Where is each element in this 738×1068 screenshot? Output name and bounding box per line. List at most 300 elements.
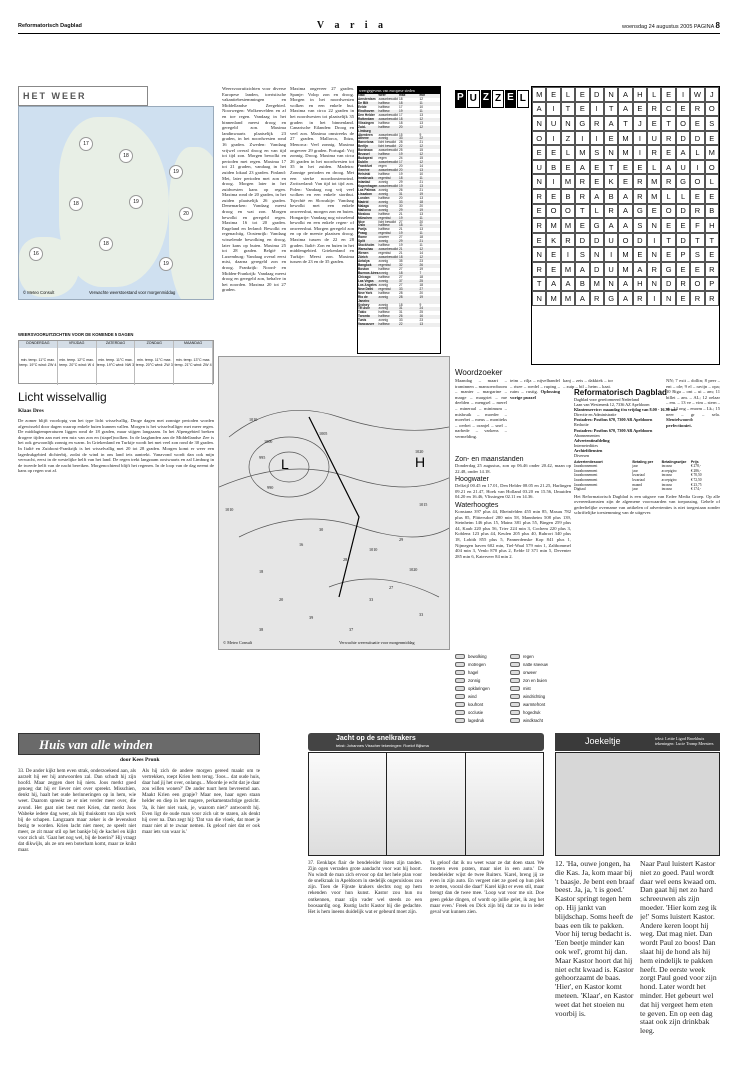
grid-cell: E (561, 160, 575, 175)
grid-cell: N (647, 218, 661, 233)
grid-cell: R (661, 131, 675, 146)
table-row: New York halfbew. 28 20 (358, 290, 424, 295)
legend-icon (455, 654, 465, 659)
grid-cell: D (590, 87, 604, 102)
grid-cell: L (690, 145, 704, 160)
forecast-day: ZATERDAG (97, 341, 136, 348)
weather-map (18, 106, 214, 300)
grid-cell: S (690, 247, 704, 262)
grid-cell: R (690, 204, 704, 219)
grid-cell: O (705, 102, 719, 117)
grid-cell: I (575, 131, 589, 146)
map-temp: 27 (389, 585, 394, 590)
legend-item: wind (455, 692, 510, 700)
grid-cell: E (676, 102, 690, 117)
legend-icon (510, 702, 520, 707)
table-row: Innsbruck regenbui 18 11 (358, 177, 440, 181)
word-list-3: kanj – zeis – dakkiek – tor – zuip – bil – heim – kaai. (563, 378, 613, 389)
forecast-table (18, 340, 214, 384)
comic-title: Jacht op de snelkrakers (336, 735, 416, 742)
grid-cell: I (633, 131, 647, 146)
grid-cell: E (661, 247, 675, 262)
grid-cell: R (590, 116, 604, 131)
grid-cell: G (604, 291, 618, 306)
map-temp: 38 (259, 627, 264, 632)
map-temp: 19 (129, 195, 143, 209)
table-row: Las Vegas zonnig 37 25 (358, 280, 440, 284)
legend-item: regen (510, 652, 565, 660)
rate-row: Jaarabonnement jaar incasso € 278,- (574, 464, 701, 469)
forecast-value: min. temp. 11°C max. temp. 19°C wind: ZW 4 (19, 348, 58, 385)
grid-cell: O (618, 233, 632, 248)
legend-icon (455, 678, 465, 683)
grid-cell: T (705, 233, 719, 248)
grid-cell: A (575, 160, 589, 175)
isobar-label: 995 (259, 455, 266, 460)
forecast-value: min. temp. 13°C max. temp. 21°C wind: ZW 4 (174, 348, 213, 385)
grid-cell: J (705, 87, 719, 102)
forecast-day: VRIJDAG (58, 341, 97, 348)
grid-cell: E (690, 116, 704, 131)
legend-item: windkracht (510, 716, 565, 724)
grid-cell: L (647, 87, 661, 102)
tide-text: Delfzijl 00.45 en 17.01, Den Helder 08.05 en 21.25, Harlingen 09.21 en 21.47, Hoek van Holland 03.20 en 15.56, IJmuiden 04.20 en 16.46, Vlissingen 02.11 en 14.36. (455, 483, 571, 500)
grid-cell: I (604, 247, 618, 262)
grid-cell: M (561, 174, 575, 189)
serial-header (18, 733, 260, 755)
table-row: Tokio halfbew. 31 25 (358, 310, 424, 315)
isobar-label: 1005 (319, 431, 328, 436)
grid-cell: D (575, 233, 589, 248)
table-row: Eindhoven halfbew. 19 11 (358, 110, 440, 114)
serial-col2: Als hij zich de andere morgen gereed maakt om te vertrekken, roept Krien hem terug. 'Joos... dat oude huis, daar had jij het over, onlangs... Moorde je echt dat je daar zou willen wonen?' De ander tuurt hem bevreemd aan. Maakt Krien een grapje? Maar nee, haar ogen staan helder en diep in het magere, perkamentachtige gezicht. 'Ja, ik hier niet vaak, je, waarom niet?' antwoordt hij. Even ligt de oude man voor zich uit te staren, als denkt hij over na. Dan zegt hij: 'Dat van die vloek, dat moet je maar niet al te zwaar nemen. Ik geloof niet dat er ook maar iets van waar is.' (142, 768, 260, 835)
table-row: Oslo halfbew. 18 11 (358, 224, 440, 228)
grid-cell: J (633, 116, 647, 131)
table-row: München regenbui 19 11 (358, 217, 440, 221)
map-temp: 37 (349, 627, 354, 632)
map-temp: 29 (399, 537, 404, 542)
grid-cell: N (604, 145, 618, 160)
table-row: Wenen regenbui 21 14 (358, 251, 424, 256)
map-credit: © Meteo Consult (223, 639, 253, 645)
grid-cell: N (647, 277, 661, 292)
grid-cell: M (590, 277, 604, 292)
grid-cell: M (532, 87, 546, 102)
map-temp: 16 (299, 542, 304, 547)
grid-cell: R (676, 277, 690, 292)
map-caption: Verwachte weerssituatie voor morgenmiddag (339, 639, 415, 645)
grid-cell: S (575, 247, 589, 262)
map-temp: 18 (259, 569, 264, 574)
table-row: Nice licht bewolkt 27 20 (358, 219, 424, 224)
rate-row: Jaarabonnement kwartaal acceptgiro € 72,50 (574, 477, 702, 482)
rate-row: Jaarabonnement kwartaal incasso € 70,50 (574, 473, 702, 478)
grid-cell: R (690, 291, 704, 306)
table-row: Antalya zonnig 35 23 (358, 259, 424, 264)
map-temp: 30 (319, 527, 324, 532)
legend-item: lagedruk (455, 716, 510, 724)
grid-cell: H (705, 218, 719, 233)
table-row: Parijs halfbew. 21 13 (358, 227, 424, 232)
grid-cell: T (561, 102, 575, 117)
europe-weather-col2: Weersvooruitzichten voor diverse Europese landen, toeristische vakantiebestemmingen en Middellandse Zeegebied. Noorwegen: Wolkenvelden en af en toe regen. Vandaag in het binnenland meest droog en geregeld zon. Maxima landinwaarts plaatselijk 23 graden, in het noordwesten rond 16 graden. Zweden: Vandaag vrijwel overal droog en van tijd tot tijd zon. Morgen bewolkt en perioden met regen. Maxima 17 tot 21 graden, vandaag in het zuiden lokaal 23 graden. Finland: Met, later perioden met zon en droog. Morgen later in het zuidwesten kans op regen. Maxima rond de 20 graden, in het zuiden plaatselijk 26 graden. Denemarken: Vandaag meest droog en wat zon. Morgen bewolkt en geregeld regen. Maxima 16 tot 20 graden. Engeland en Ierland: Bewolkt en regenachtig. Oostenrijk: Vandaag wisselende bewolking en droog, later kans op buien. Maxima 25 tot 28 graden. België en Luxemburg: Vandaag overal eerst mist, daarna geregeld zon en droog. Frankrijk: Noord- en Midden-Frankrijk: Vandaag meest droog en geregeld zon, behalve in het noorden. Maxima 20 tot 27 graden. (222, 86, 286, 293)
grid-cell: M (647, 189, 661, 204)
colophon-line: Internetedities (574, 442, 598, 448)
section-title: V a r i a (316, 20, 387, 31)
comic-panel (387, 753, 465, 855)
grid-cell: E (690, 262, 704, 277)
grid-cell: T (618, 116, 632, 131)
high-pressure-label: H (415, 454, 426, 470)
legend-item: mist (510, 684, 565, 692)
grid-cell: E (546, 145, 560, 160)
colophon-line: Advertentieafdeling (574, 437, 610, 443)
table-row: Split zonnig 29 21 (358, 240, 440, 244)
forecast-title: WEERSVOORUITZICHTEN VOOR DE KOMENDE 5 DAGEN (18, 332, 134, 337)
grid-cell: A (618, 87, 632, 102)
comic-panel (309, 753, 387, 855)
forecast-value: min. temp. 12°C max. temp. 20°C wind: W 4 (58, 348, 97, 385)
grid-cell: R (633, 291, 647, 306)
legend-item: opklaringen (455, 684, 510, 692)
grid-cell: O (532, 131, 546, 146)
table-row: Vancouver halfbew. 22 13 (358, 323, 440, 327)
colophon-line: Klantenservice: maandag t/m vrijdag van 8.00 - 16.30 uur (574, 407, 678, 413)
map-temp: 20 (279, 597, 284, 602)
grid-cell: R (661, 174, 675, 189)
grid-cell: A (546, 277, 560, 292)
legend-icon (510, 662, 520, 667)
grid-cell: R (590, 291, 604, 306)
map-temp: 19 (169, 165, 183, 179)
table-row: Londen halfbew. 20 13 (358, 195, 424, 200)
grid-cell: W (690, 87, 704, 102)
comic-header (308, 733, 544, 751)
grid-cell: R (647, 262, 661, 277)
legend-item: motregen (455, 660, 510, 668)
grid-cell: T (604, 102, 618, 117)
grid-cell: I (561, 247, 575, 262)
grid-cell: D (590, 233, 604, 248)
isobar-label: 1010 (225, 507, 234, 512)
grid-cell: I (590, 102, 604, 117)
temperature-table: weergegevens van europese steden stad weer max min Amsterdam zwaarbewolkt 18 12 De Bilt halfbew. 18 11 Eelde halfbew. 17 10 Eindhoven halfbew. 19 11 Den Helder zwaarbewolkt 17 13 Rotterdam zwaarbewolkt 18 12 Vlissingen halfbew. 18 13 Zuid-Limburg halfbew. 20 12 Aberdeen zwaarbewolkt 15 9 Athene zonnig 33 22 Barcelona licht bewolkt 28 21 Berlijn licht bewolkt 22 12 Bordeaux zwaarbewolkt 25 15 Brussel halfbew. 19 12 Budapest regen 24 15 Dublin zwaarbewolkt 17 12 Frankfurt regen 20 14 Genève zwaarbewolkt 20 13 Helsinki halfbew. 19 10 Innsbruck regenbui 18 11 Istanbul zonnig 29 21 Kopenhagen zwaarbewolkt 19 13 Las Palmas zonnig 26 21 Lissabon zonnig 31 19 Londen halfbew. 20 13 Madrid zonnig 33 18 Malaga zonnig 30 20 Mallorca zonnig 29 19 Moskou halfbew. 21 13 München regenbui 19 11 Nice licht bewolkt 27 20 Oslo halfbew. 18 11 Parijs halfbew. 21 13 Praag regenbui 19 11 Rome onweer 27 18 Split zonnig 29 21 Stockholm halfbew. 19 11 Warschau zwaarbewolkt 21 12 Wenen regenbui 21 14 Zürich zwaarbewolkt 18 12 Antalya zonnig 35 23 Bangkok regenbui 32 26 Boston halfbew. 27 19 Buenos Aires zonnig 18 7 Chicago halfbew. 27 18 Las Vegas zonnig 37 25 Los Angeles zonnig 27 18 New Delhi regenbui 33 27 New York halfbew. 28 20 Rio de Janeiro zonnig 28 19 Sydney zonnig 18 9 Tel Aviv zonnig 31 24 Tokio halfbew. 31 25 Toronto halfbew. 26 16 Tunis zonnig 33 23 Vancouver halfbew. 22 13 (357, 86, 441, 354)
grid-cell: R (647, 145, 661, 160)
colophon-line: Postadres: Postbus 670, 7300 AR Apeldoorn (574, 417, 653, 423)
grid-cell: E (647, 204, 661, 219)
forecast-day: MAANDAG (174, 341, 213, 348)
grid-cell: Z (561, 131, 575, 146)
grid-cell: M (561, 262, 575, 277)
grid-cell: L (561, 145, 575, 160)
grid-cell: R (604, 204, 618, 219)
grid-cell: P (676, 247, 690, 262)
table-row: Berlijn licht bewolkt 22 12 (358, 145, 440, 149)
legend-icon (455, 662, 465, 667)
legend-item: natte sneeuw (510, 660, 565, 668)
isobar-label: 1015 (419, 502, 428, 507)
map-temp: 19 (159, 257, 173, 271)
table-row: Dublin zwaarbewolkt 17 12 (358, 161, 440, 165)
map-temp: 28 (343, 557, 348, 562)
grid-cell: E (661, 87, 675, 102)
paper-name: Reformatorisch Dagblad (18, 22, 82, 29)
grid-cell: O (676, 116, 690, 131)
word-search-grid (531, 86, 720, 365)
grid-cell: M (647, 174, 661, 189)
table-row: New Delhi regenbui 33 27 (358, 288, 440, 292)
word-list-4: NN; 7 exit – dollin; 8 peer – ent – ole; 9 el – ravijn – opa; 10 Riga – ont – ui – am; 11 billet – am. – AL; 12 oelaar – em. – 13 ve – vim – stern – ui.; 14 ong – enorm – Lk.; 15 neer – gr – sela. Sleutelwoord: perfectioniet. (666, 378, 720, 428)
legend-item: zon en buien (510, 676, 565, 684)
map-temp: 33 (419, 612, 424, 617)
grid-cell: E (532, 204, 546, 219)
table-row: Den Helder zwaarbewolkt 17 13 (358, 112, 424, 117)
grid-cell: T (690, 233, 704, 248)
comic-panel (466, 753, 543, 855)
grid-cell: N (561, 116, 575, 131)
grid-cell: M (575, 145, 589, 160)
grid-cell: E (532, 233, 546, 248)
grid-cell: N (532, 174, 546, 189)
grid-cell: E (575, 102, 589, 117)
grid-cell: E (618, 160, 632, 175)
grid-cell: B (575, 277, 589, 292)
grid-cell: I (647, 291, 661, 306)
table-row: Tel Aviv zonnig 31 24 (358, 307, 440, 311)
rate-row: Jaarabonnement maand incasso € 23,75 (574, 482, 702, 487)
grid-cell: E (546, 189, 560, 204)
grid-cell: O (690, 174, 704, 189)
table-row: Barcelona licht bewolkt 28 21 (358, 140, 424, 145)
grid-cell: M (618, 131, 632, 146)
legend-icon (510, 718, 520, 723)
grid-cell: T (604, 160, 618, 175)
grid-cell: E (604, 131, 618, 146)
map-temp: 18 (119, 149, 133, 163)
grid-cell: L (561, 87, 575, 102)
grid-cell: M (546, 291, 560, 306)
legend-icon (455, 710, 465, 715)
grid-cell: E (676, 291, 690, 306)
grid-cell: E (575, 218, 589, 233)
page-date: woensdag 24 augustus 2005 PAGINA 8 (622, 21, 720, 30)
grid-cell: R (575, 174, 589, 189)
puzzel-logo: P U Z Z E L (455, 90, 515, 108)
table-row: Rome onweer 27 18 (358, 235, 424, 240)
grid-cell: K (604, 174, 618, 189)
weather-banner (18, 86, 148, 106)
grid-cell: F (690, 218, 704, 233)
story-header (555, 733, 720, 751)
table-row: Tunis zonnig 33 23 (358, 318, 424, 323)
grid-cell: A (633, 262, 647, 277)
comic-strip (308, 752, 544, 856)
legend-item: occlusie (455, 708, 510, 716)
forecast-value: min. temp. 11°C max. temp. 20°C wind: ZW 3 (135, 348, 174, 385)
colophon-line: Diversen (574, 453, 590, 459)
table-row: Mallorca zonnig 29 19 (358, 209, 440, 213)
colophon-line: Abonnementen (574, 432, 600, 438)
grid-cell: M (618, 247, 632, 262)
grid-cell: T (661, 233, 675, 248)
table-row: Praag regenbui 19 11 (358, 232, 440, 236)
table-row: Genève zwaarbewolkt 20 13 (358, 169, 440, 173)
grid-cell: P (705, 277, 719, 292)
grid-cell: N (604, 87, 618, 102)
grid-cell: S (633, 218, 647, 233)
page-header (18, 18, 720, 34)
colophon-body: Het Reformatorisch Dagblad is een uitgave van Erdee Media Groep. Op alle overeenkomsten zijn de algemene voorwaarden van toepassing. Gehele of gedeeltelijke overname van artikelen of advertenties is niet toegestaan zonder schriftelijke toestemming van de uitgever. (574, 493, 720, 516)
table-row: Frankfurt regen 20 14 (358, 164, 424, 169)
table-row: Eelde halfbew. 17 10 (358, 104, 424, 109)
grid-cell: D (676, 204, 690, 219)
table-row: Rio de Janeiro zonnig 28 19 (358, 296, 440, 304)
grid-cell: D (633, 233, 647, 248)
legend-item: onweer (510, 668, 565, 676)
table-row: Sydney zonnig 18 9 (358, 302, 422, 307)
legend-icon (510, 654, 520, 659)
weather-banner-title: HET WEER (23, 91, 87, 101)
table-row: Warschau zwaarbewolkt 21 12 (358, 248, 440, 252)
comic-credits: tekst: Johannes Visscher tekeningen: Roelof Bijlsma (336, 743, 429, 748)
grid-cell: O (705, 160, 719, 175)
serial-byline: door Kees Pronk (120, 757, 160, 763)
grid-cell: A (575, 262, 589, 277)
legend-icon (455, 718, 465, 723)
table-row: Bangkok regenbui 32 26 (358, 264, 440, 268)
grid-cell: R (532, 218, 546, 233)
grid-cell: E (575, 87, 589, 102)
grid-cell: A (618, 189, 632, 204)
grid-cell: N (532, 116, 546, 131)
grid-cell: A (676, 145, 690, 160)
table-row: De Bilt halfbew. 18 11 (358, 102, 440, 106)
legend-item: windrichting (510, 692, 565, 700)
story-credits: tekst: Lettie Ligod Broekhuis tekeningen: Lucie Tromp Meesters (655, 736, 714, 747)
grid-cell: I (546, 131, 560, 146)
grid-cell: E (633, 102, 647, 117)
grid-cell: A (604, 116, 618, 131)
grid-cell: U (546, 116, 560, 131)
grid-cell: E (618, 174, 632, 189)
grid-cell: U (604, 262, 618, 277)
table-row: Toronto halfbew. 26 16 (358, 315, 440, 319)
table-row: Madrid zonnig 33 18 (358, 201, 440, 205)
legend-icon (455, 702, 465, 707)
map-temp: 17 (79, 137, 93, 151)
europe-weather-col3: Maxima ongeveer 27 graden. Spanje: Volop zon en droog. Morgen in het noordwesten wolken en een enkele bui. Maxima van circa 22 graden in het noordwesten tot plaatselijk 35 graden in het binnenland. Canarische Eilanden: Droog en veel zon. Maxima omstreeks de 27 graden. Mallorca, Ibiza, Menorca: Veel zonnig. Maxima ongeveer 29 graden. Portugal: Vrij zonnig. Droog. Maxima van circa 26 graden in het noordwesten tot 35 in het zuiden. Madeira: Zonnige perioden en droog. Met een sterke noordoostenwind. Zwitserland: Van tijd tot tijd zon. Polen: Vandaag nog vrij veel wolken en een enkele stortbui. Tsjechië en Slowakije: Vandaag bewolkt met een enkele onweersbui, morgen zon en buien. Hongarije: Vandaag nog wisselend bewolkt en een enkele regen- of onweersbui. Morgen geregeld zon en op de meeste plaatsen droog. Maxima tussen de 22 en 28 graden. Italië: Zon en buien in het middengebied. Griekenland en Turkije: Meest zon. Maxima tussen de 23 en de 35 graden. (290, 86, 354, 265)
grid-cell: A (618, 102, 632, 117)
colophon-title: Reformatorisch Dagblad (574, 388, 667, 397)
grid-cell: D (590, 262, 604, 277)
waterhoogte-title: Waterhoogtes (455, 501, 499, 509)
grid-cell: O (546, 204, 560, 219)
table-row: Kopenhagen zwaarbewolkt 19 13 (358, 185, 440, 189)
grid-cell: C (661, 102, 675, 117)
grid-cell: R (705, 262, 719, 277)
grid-cell: I (690, 160, 704, 175)
table-row: Budapest regen 24 15 (358, 156, 424, 161)
waterhoogte-text: Konstanz 397 plus 44, Rheinfelden 455 min 85, Maxau 782 plus 85, Plittersdorf 280 min 58, Mannheim 508 plus 139, Steinheim 146 plus 15, Mainz 381 plus 55, Bingen 259 plus 44, Kaub 220 plus 56, Trier 224 min 3, Cochem 220 plus 3, Koblenz 123 plus 44, Keulen 205 plus 40, Ruhrort 340 plus 18, Lobith 855 plus 5, Pannerdenske Kop 841 plus 1, Nijmegen haven 602 min, Tiel-Waal 579 min 1, Zaltbommel 404 min 3, Venlo 870 plus 2, Eefde IJ 371 min 5, Deventer 285 min 6, Katerveer 84 min 2. (455, 508, 571, 559)
grid-cell: A (590, 189, 604, 204)
grid-cell: M (618, 262, 632, 277)
grid-cell: U (647, 131, 661, 146)
grid-cell: M (546, 218, 560, 233)
table-row: Amsterdam zwaarbewolkt 18 12 (358, 96, 424, 101)
map-temp: 18 (99, 237, 113, 251)
grid-cell: E (705, 189, 719, 204)
grid-cell: I (676, 87, 690, 102)
colophon-line: Archiefdiensten (574, 447, 603, 453)
grid-cell: E (546, 262, 560, 277)
grid-cell: I (546, 102, 560, 117)
grid-cell: R (705, 291, 719, 306)
grid-cell: E (676, 218, 690, 233)
table-row: Athene zonnig 33 22 (358, 137, 440, 141)
grid-cell: A (618, 277, 632, 292)
table-row: Buenos Aires zonnig 18 7 (358, 272, 440, 276)
colophon-line: Redactie (574, 422, 589, 428)
grid-cell: N (647, 247, 661, 262)
grid-cell: E (590, 160, 604, 175)
grid-cell: N (532, 247, 546, 262)
grid-cell: L (590, 204, 604, 219)
grid-cell: U (532, 160, 546, 175)
isobar-label: 1000 (264, 439, 273, 444)
table-row: Boston halfbew. 27 19 (358, 266, 424, 271)
grid-cell: H (633, 277, 647, 292)
grid-cell: T (532, 277, 546, 292)
grid-cell: E (661, 145, 675, 160)
sun-text: Donderdag 25 augustus, zon op 06.46 onder 20.42, maan op 22.48, onder 14.18. (455, 463, 571, 474)
legend-icon (510, 710, 520, 715)
grid-cell: R (532, 262, 546, 277)
grid-cell: I (546, 174, 560, 189)
grid-cell: B (604, 189, 618, 204)
colophon-subtitle: Dagblad voor gereformeerd Nederland (574, 397, 639, 402)
word-list-2: teim – rilja – nijvelhandel – risee – roedel – ruping – ruim – rustig. Oplossing vorige puzzel (510, 378, 560, 400)
grid-cell: L (647, 160, 661, 175)
grid-cell: R (647, 102, 661, 117)
isobar-label: 1010 (369, 547, 378, 552)
grid-cell: B (705, 204, 719, 219)
grid-cell: I (647, 233, 661, 248)
table-row: Lissabon zonnig 31 19 (358, 193, 440, 197)
grid-cell: M (705, 145, 719, 160)
map-credit: © Meteo Consult (23, 289, 55, 295)
grid-cell: E (633, 160, 647, 175)
grid-cell: R (532, 189, 546, 204)
grid-cell: A (561, 277, 575, 292)
legend-icon (510, 694, 520, 699)
grid-cell: G (676, 174, 690, 189)
rate-row: Jaarabonnement jaar acceptgiro € 286,- (574, 468, 701, 473)
grid-cell: N (661, 291, 675, 306)
tide-title: Hoogwater (455, 476, 489, 484)
grid-cell: E (546, 87, 560, 102)
legend-icon (455, 670, 465, 675)
map-temp: 20 (179, 207, 193, 221)
table-row: Rotterdam zwaarbewolkt 18 12 (358, 118, 440, 122)
grid-cell: N (590, 247, 604, 262)
grid-cell: E (546, 247, 560, 262)
grid-cell: A (575, 291, 589, 306)
grid-cell: A (618, 291, 632, 306)
forecast-value: min. temp. 11°C max. temp. 19°C wind: NW 3 (97, 348, 136, 385)
legend-icon (510, 670, 520, 675)
grid-cell: O (690, 277, 704, 292)
legend-icon (455, 686, 465, 691)
